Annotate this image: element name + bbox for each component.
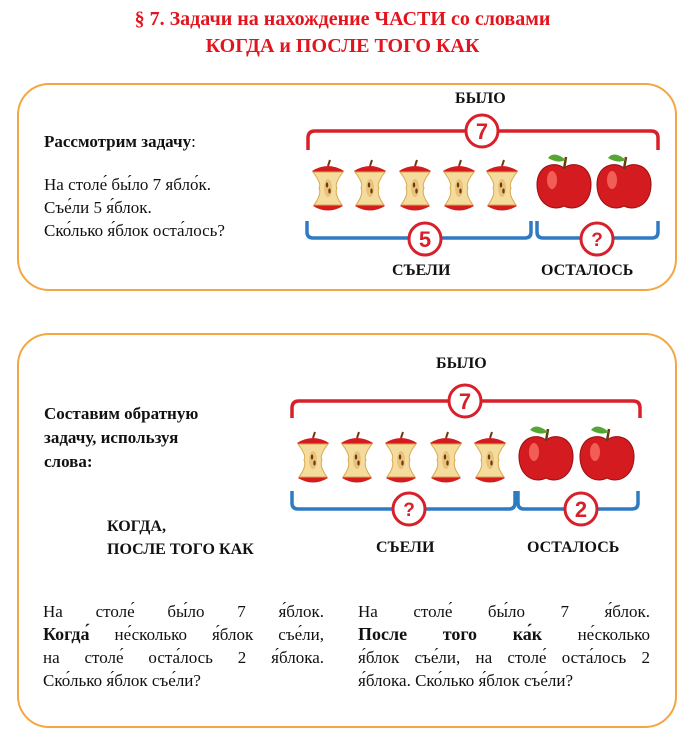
label-eaten-1: СЪЕЛИ (392, 262, 451, 279)
left-line-4: Ско́лько я́блок съе́ли? (43, 671, 201, 690)
apple-core-icon (474, 432, 506, 483)
task1-heading: Рассмотрим задачу: (44, 132, 196, 151)
label-left-2: ОСТАЛОСЬ (527, 539, 620, 556)
label-total-1: БЫЛО (455, 90, 506, 107)
label-eaten-2: СЪЕЛИ (376, 539, 435, 556)
value-left-1: ? (591, 230, 603, 251)
left-line-1: На столе́ бы́ло 7 я́блок. (43, 602, 324, 621)
value-left-2: 2 (574, 497, 588, 522)
value-eaten-1: 5 (418, 227, 432, 252)
apples-row-2 (297, 426, 634, 482)
red-apple-icon (580, 426, 634, 480)
apple-core-icon (341, 432, 373, 483)
label-left-1: ОСТАЛОСЬ (541, 262, 634, 279)
keyword-after: После того ка́к (358, 624, 543, 644)
task1-line: Ско́лько я́блок оста́лось? (44, 221, 225, 240)
keyword: КОГДА, (107, 518, 166, 535)
value-eaten-2: ? (403, 500, 415, 521)
task1-line: На столе́ бы́ло 7 ябло́к. (44, 175, 211, 194)
task2-left-text (43, 600, 324, 692)
red-apple-icon (519, 426, 573, 480)
left-line-2 (43, 623, 324, 646)
left-line-3: на столе́ оста́лось 2 я́блока. (43, 648, 324, 667)
right-line-2-rest: не́сколько (542, 625, 650, 644)
right-line-2 (358, 623, 650, 646)
section-title: § 7. Задачи на нахождение ЧАСТИ со словами (134, 8, 551, 30)
value-total-2: 7 (458, 389, 472, 414)
right-line-4: я́блока. Ско́лько я́блок съе́ли? (358, 671, 574, 690)
value-total-1: 7 (475, 119, 489, 144)
keyword: ПОСЛЕ ТОГО КАК (107, 541, 254, 558)
right-line-1: На столе́ бы́ло 7 я́блок. (358, 602, 650, 621)
left-line-2-rest: не́сколько я́блок съе́ли, (89, 625, 324, 644)
section-subtitle: КОГДА и ПОСЛЕ ТОГО КАК (205, 35, 480, 57)
apple-core-icon (385, 432, 417, 483)
task2-heading-line: Составим обратную (44, 404, 199, 423)
label-total-2: БЫЛО (436, 355, 487, 372)
task2-heading-line: задачу, используя (44, 428, 179, 447)
apple-core-icon (430, 432, 462, 483)
task2-right-text (358, 600, 650, 692)
keyword-when: Когда́ (43, 624, 90, 644)
task1-line: Съе́ли 5 я́блок. (44, 198, 152, 217)
right-line-3: я́блок съе́ли, на столе́ оста́лось 2 (358, 648, 650, 667)
task2-heading-line: слова: (44, 452, 93, 471)
apple-core-icon (297, 432, 329, 483)
